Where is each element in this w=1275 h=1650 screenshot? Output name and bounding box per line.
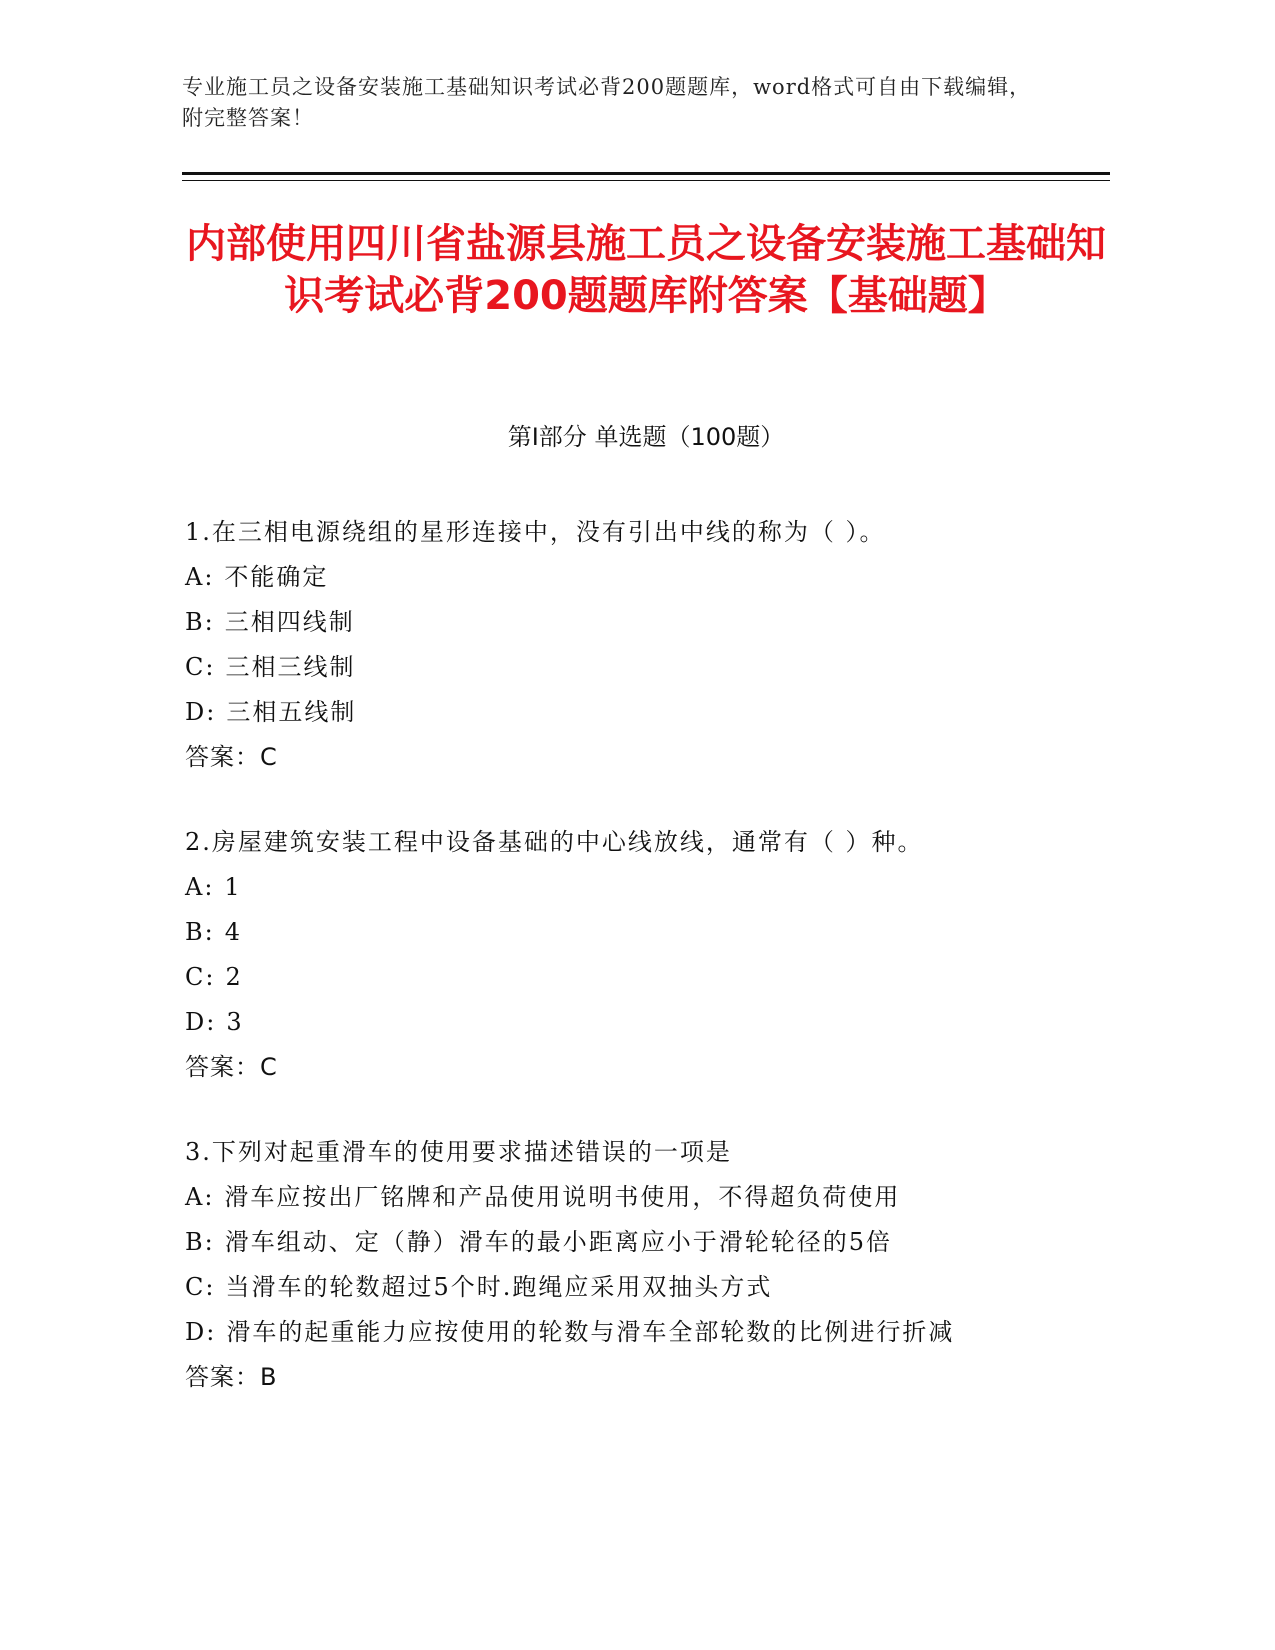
option-c	[185, 645, 1085, 690]
option-text: 滑车应按出厂铭牌和产品使用说明书使用，不得超负荷使用	[224, 1183, 901, 1211]
option-b	[185, 910, 1085, 955]
section-heading: 第Ⅰ部分 单选题（100题）	[507, 423, 785, 451]
option-text: 2	[225, 963, 243, 991]
option-text: 当滑车的轮数超过5个时.跑绳应采用双抽头方式	[225, 1273, 773, 1301]
option-text: 1	[224, 873, 242, 901]
option-key: D:	[185, 698, 217, 726]
option-d	[185, 1000, 1085, 1045]
option-c	[185, 955, 1085, 1000]
answer-line: 答案：B	[185, 1363, 278, 1391]
option-d	[185, 690, 1085, 735]
option-b	[185, 600, 1085, 645]
question-stem: 3.下列对起重滑车的使用要求描述错误的一项是	[185, 1138, 732, 1166]
option-key: C:	[185, 653, 216, 681]
header-note: 专业施工员之设备安装施工基础知识考试必背200题题库，word格式可自由下载编辑，附完整答案！	[182, 75, 1032, 130]
option-key: B:	[185, 918, 215, 946]
question-3	[185, 1130, 1085, 1400]
option-b	[185, 1220, 1085, 1265]
option-key: D:	[185, 1318, 217, 1346]
option-a	[185, 865, 1085, 910]
option-text: 不能确定	[224, 563, 329, 591]
option-a	[185, 555, 1085, 600]
option-key: B:	[185, 608, 215, 636]
question-2	[185, 820, 1085, 1090]
question-stem: 1.在三相电源绕组的星形连接中，没有引出中线的称为（ ）。	[185, 518, 886, 546]
question-list	[185, 510, 1085, 1440]
option-text: 三相四线制	[224, 608, 355, 636]
option-text: 三相五线制	[226, 698, 357, 726]
document-title: 内部使用四川省盐源县施工员之设备安装施工基础知识考试必背200题题库附答案【基础题】	[186, 221, 1106, 319]
option-key: A:	[185, 563, 215, 591]
option-text: 滑车组动、定（静）滑车的最小距离应小于滑轮轮径的5倍	[224, 1228, 893, 1256]
option-text: 滑车的起重能力应按使用的轮数与滑车全部轮数的比例进行折减	[226, 1318, 955, 1346]
option-key: B:	[185, 1228, 215, 1256]
option-key: D:	[185, 1008, 217, 1036]
question-stem: 2.房屋建筑安装工程中设备基础的中心线放线，通常有（ ）种。	[185, 828, 924, 856]
header-rule-thick	[182, 172, 1110, 175]
option-key: A:	[185, 1183, 215, 1211]
option-key: C:	[185, 963, 216, 991]
option-key: A:	[185, 873, 215, 901]
question-1	[185, 510, 1085, 780]
option-c	[185, 1265, 1085, 1310]
option-text: 3	[226, 1008, 244, 1036]
answer-line: 答案：C	[185, 1053, 278, 1081]
option-key: C:	[185, 1273, 216, 1301]
header-rule-thin	[182, 180, 1110, 181]
option-d	[185, 1310, 1085, 1355]
option-text: 三相三线制	[225, 653, 356, 681]
option-text: 4	[224, 918, 243, 946]
option-a	[185, 1175, 1085, 1220]
answer-line: 答案：C	[185, 743, 278, 771]
